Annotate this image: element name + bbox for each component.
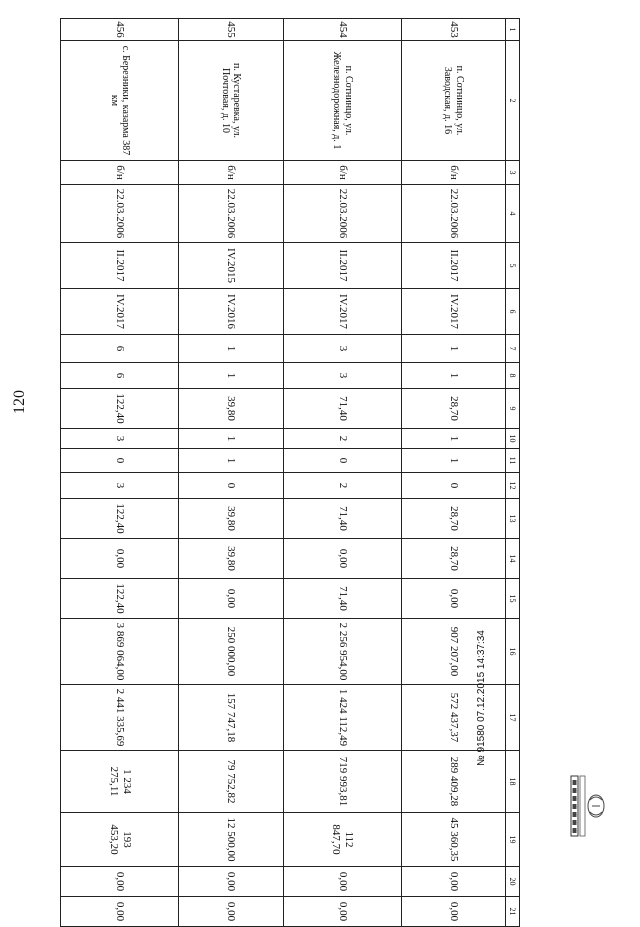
column-number: 4 [506, 185, 520, 243]
table-cell: 2 [283, 473, 401, 499]
table-cell: 2 256 954,00 [283, 619, 401, 685]
registry-table-rotated [60, 18, 520, 922]
table-cell: IV.2017 [61, 289, 179, 335]
table-cell: 122,40 [61, 579, 179, 619]
table-cell: 0 [61, 449, 179, 473]
column-number: 8 [506, 363, 520, 389]
table-cell: IV.2017 [401, 289, 505, 335]
table-cell: 71,40 [283, 389, 401, 429]
table-cell: 1 424 112,49 [283, 685, 401, 751]
page-number: 120 [11, 390, 28, 414]
table-cell: 0,00 [179, 867, 283, 897]
table-cell: 907 207,00 [401, 619, 505, 685]
table-cell: 28,70 [401, 389, 505, 429]
address-cell: с. Березники, казарма 387 км [61, 41, 179, 161]
table-cell: 122,40 [61, 499, 179, 539]
table-body [61, 19, 520, 927]
table-cell: 719 993,81 [283, 751, 401, 813]
address-cell: п. Сотнинцо, ул. Железнодорожная, д. 1 [283, 41, 401, 161]
table-cell: II.2017 [61, 243, 179, 289]
table-cell: 289 409,28 [401, 751, 505, 813]
table-cell: 79 752,82 [179, 751, 283, 813]
table-cell: 45 360,35 [401, 813, 505, 867]
column-number: 16 [506, 619, 520, 685]
table-row [401, 19, 505, 927]
table-row [61, 19, 179, 927]
registry-table [60, 18, 520, 927]
table-cell: 39,80 [179, 389, 283, 429]
column-number: 19 [506, 813, 520, 867]
table-cell: 6 [61, 363, 179, 389]
table-cell: 0,00 [401, 867, 505, 897]
table-row [283, 19, 401, 927]
table-row [179, 19, 283, 927]
table-cell: б/н [179, 161, 283, 185]
column-number: 14 [506, 539, 520, 579]
table-cell: 0 [179, 473, 283, 499]
table-cell: 2 441 335,69 [61, 685, 179, 751]
table-cell: 22.03.2006 [61, 185, 179, 243]
table-cell: 1 [401, 363, 505, 389]
column-number: 9 [506, 389, 520, 429]
table-cell: IV.2016 [179, 289, 283, 335]
table-cell: 22.03.2006 [283, 185, 401, 243]
table-cell: II.2017 [401, 243, 505, 289]
column-number: 5 [506, 243, 520, 289]
column-number: 1 [506, 19, 520, 41]
column-number: 17 [506, 685, 520, 751]
table-cell: 71,40 [283, 499, 401, 539]
table-cell: 1 234 275,11 [61, 751, 179, 813]
table-cell: 3 [283, 335, 401, 363]
column-number: 12 [506, 473, 520, 499]
table-cell: 0,00 [179, 579, 283, 619]
table-cell: 454 [283, 19, 401, 41]
table-cell: 122,40 [61, 389, 179, 429]
table-cell: 0,00 [61, 897, 179, 927]
table-cell: 1 [179, 429, 283, 449]
notary-seal-icon [568, 772, 608, 842]
column-number: 13 [506, 499, 520, 539]
table-cell: 6 [61, 335, 179, 363]
column-number: 11 [506, 449, 520, 473]
table-cell: 455 [179, 19, 283, 41]
table-cell: 22.03.2006 [401, 185, 505, 243]
table-cell: 39,80 [179, 539, 283, 579]
table-cell: 0,00 [401, 897, 505, 927]
table-cell: IV.2017 [283, 289, 401, 335]
table-cell: 0,00 [283, 897, 401, 927]
table-cell: II.2017 [283, 243, 401, 289]
table-cell: 1 [179, 449, 283, 473]
column-number-row [506, 19, 520, 927]
registration-stamp-text: № 91580 07.12.2015 14:37:34 [476, 630, 487, 766]
table-cell: 3 [61, 473, 179, 499]
column-number: 20 [506, 867, 520, 897]
column-number: 6 [506, 289, 520, 335]
table-cell: 0,00 [401, 579, 505, 619]
table-cell: 71,40 [283, 579, 401, 619]
table-cell: 22.03.2006 [179, 185, 283, 243]
table-cell: 3 869 064,00 [61, 619, 179, 685]
table-cell: б/н [283, 161, 401, 185]
table-cell: 0,00 [283, 867, 401, 897]
table-cell: 0,00 [179, 897, 283, 927]
column-number: 3 [506, 161, 520, 185]
table-cell: 2 [283, 429, 401, 449]
table-cell: 112 847,70 [283, 813, 401, 867]
table-cell: 39,80 [179, 499, 283, 539]
table-cell: 0,00 [61, 867, 179, 897]
table-cell: 0,00 [283, 539, 401, 579]
column-number: 10 [506, 429, 520, 449]
column-number: 7 [506, 335, 520, 363]
table-cell: 453 [401, 19, 505, 41]
column-number: 15 [506, 579, 520, 619]
table-cell: 12 500,00 [179, 813, 283, 867]
table-cell: 1 [401, 449, 505, 473]
table-cell: 0,00 [61, 539, 179, 579]
table-cell: 1 [401, 429, 505, 449]
table-cell: 3 [61, 429, 179, 449]
table-cell: 157 747,18 [179, 685, 283, 751]
table-cell: 572 437,37 [401, 685, 505, 751]
table-cell: 28,70 [401, 539, 505, 579]
table-cell: 0 [401, 473, 505, 499]
table-cell: 193 453,20 [61, 813, 179, 867]
table-cell: 28,70 [401, 499, 505, 539]
table-cell: 250 000,00 [179, 619, 283, 685]
address-cell: п. Сотнинцо, ул. Заводская, д. 16 [401, 41, 505, 161]
column-number: 21 [506, 897, 520, 927]
table-cell: б/н [61, 161, 179, 185]
table-cell: 3 [283, 363, 401, 389]
table-cell: 1 [179, 363, 283, 389]
table-cell: 456 [61, 19, 179, 41]
address-cell: п. Кустаревка, ул. Почтовая, д. 10 [179, 41, 283, 161]
table-cell: 0 [283, 449, 401, 473]
table-cell: 1 [179, 335, 283, 363]
column-number: 2 [506, 41, 520, 161]
table-cell: IV.2015 [179, 243, 283, 289]
column-number: 18 [506, 751, 520, 813]
table-cell: 1 [401, 335, 505, 363]
table-cell: б/н [401, 161, 505, 185]
